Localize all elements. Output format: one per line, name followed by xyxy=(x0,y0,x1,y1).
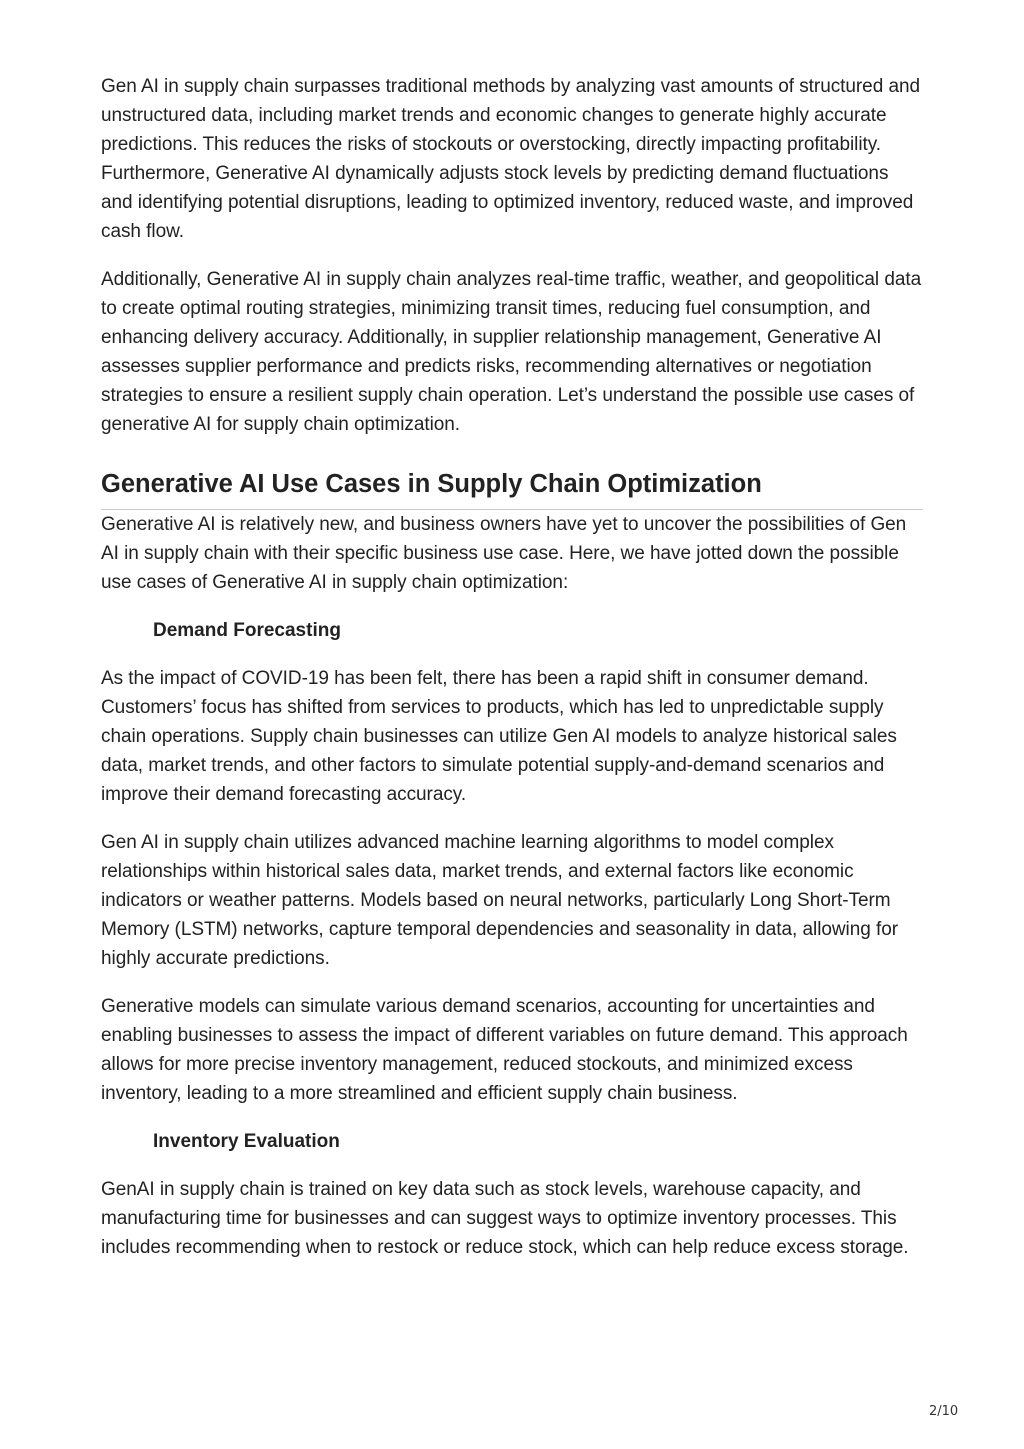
document-page xyxy=(101,72,923,1281)
demand-forecasting-paragraph-1: As the impact of COVID-19 has been felt, there has been a rapid shift in consumer demand. Customers’ focus has shifted from services to products, which has led to unpredictable supply chain operations. Supply chain businesses can utilize Gen AI models to analyze historical sales data, market trends, and other factors to simulate potential supply-and-demand scenarios and improve their demand forecasting accuracy. xyxy=(101,668,897,805)
intro-paragraph-2: Additionally, Generative AI in supply chain analyzes real-time traffic, weather, and geopolitical data to create optimal routing strategies, minimizing transit times, reducing fuel consumption, and enhancing delivery accuracy. Additionally, in supplier relationship management, Generative AI assesses supplier performance and predicts risks, recommending alternatives or negotiation strategies to ensure a resilient supply chain operation. Let’s understand the possible use cases of generative AI for supply chain optimization. xyxy=(101,269,922,435)
inventory-evaluation-paragraph-1: GenAI in supply chain is trained on key data such as stock levels, warehouse capacity, and manufacturing time for businesses and can suggest ways to optimize inventory processes. This includes recommending when to restock or reduce stock, which can help reduce excess storage. xyxy=(101,1179,909,1258)
demand-forecasting-paragraph-2: Gen AI in supply chain utilizes advanced machine learning algorithms to model complex relationships within historical sales data, market trends, and external factors like economic indicators or weather patterns. Models based on neural networks, particularly Long Short-Term Memory (LSTM) networks, capture temporal dependencies and seasonality in data, allowing for highly accurate predictions. xyxy=(101,832,899,969)
section-intro-paragraph: Generative AI is relatively new, and business owners have yet to uncover the possibilities of Gen AI in supply chain with their specific business use case. Here, we have jotted down the possible use cases of Generative AI in supply chain optimization: xyxy=(101,514,907,593)
page-number: 2/10 xyxy=(929,1404,959,1419)
inventory-evaluation-heading: Inventory Evaluation xyxy=(153,1131,340,1152)
demand-forecasting-heading: Demand Forecasting xyxy=(153,620,341,641)
demand-forecasting-paragraph-3: Generative models can simulate various demand scenarios, accounting for uncertainties and enabling businesses to assess the impact of different variables on future demand. This approach allows for more precise inventory management, reduced stockouts, and minimized excess inventory, leading to a more streamlined and efficient supply chain business. xyxy=(101,996,908,1104)
section-heading: Generative AI Use Cases in Supply Chain Optimization xyxy=(101,467,923,510)
intro-paragraph-1: Gen AI in supply chain surpasses traditional methods by analyzing vast amounts of structured and unstructured data, including market trends and economic changes to generate highly accurate predictions. This reduces the risks of stockouts or overstocking, directly impacting profitability. Furthermore, Generative AI dynamically adjusts stock levels by predicting demand fluctuations and identifying potential disruptions, leading to optimized inventory, reduced waste, and improved cash flow. xyxy=(101,76,920,242)
